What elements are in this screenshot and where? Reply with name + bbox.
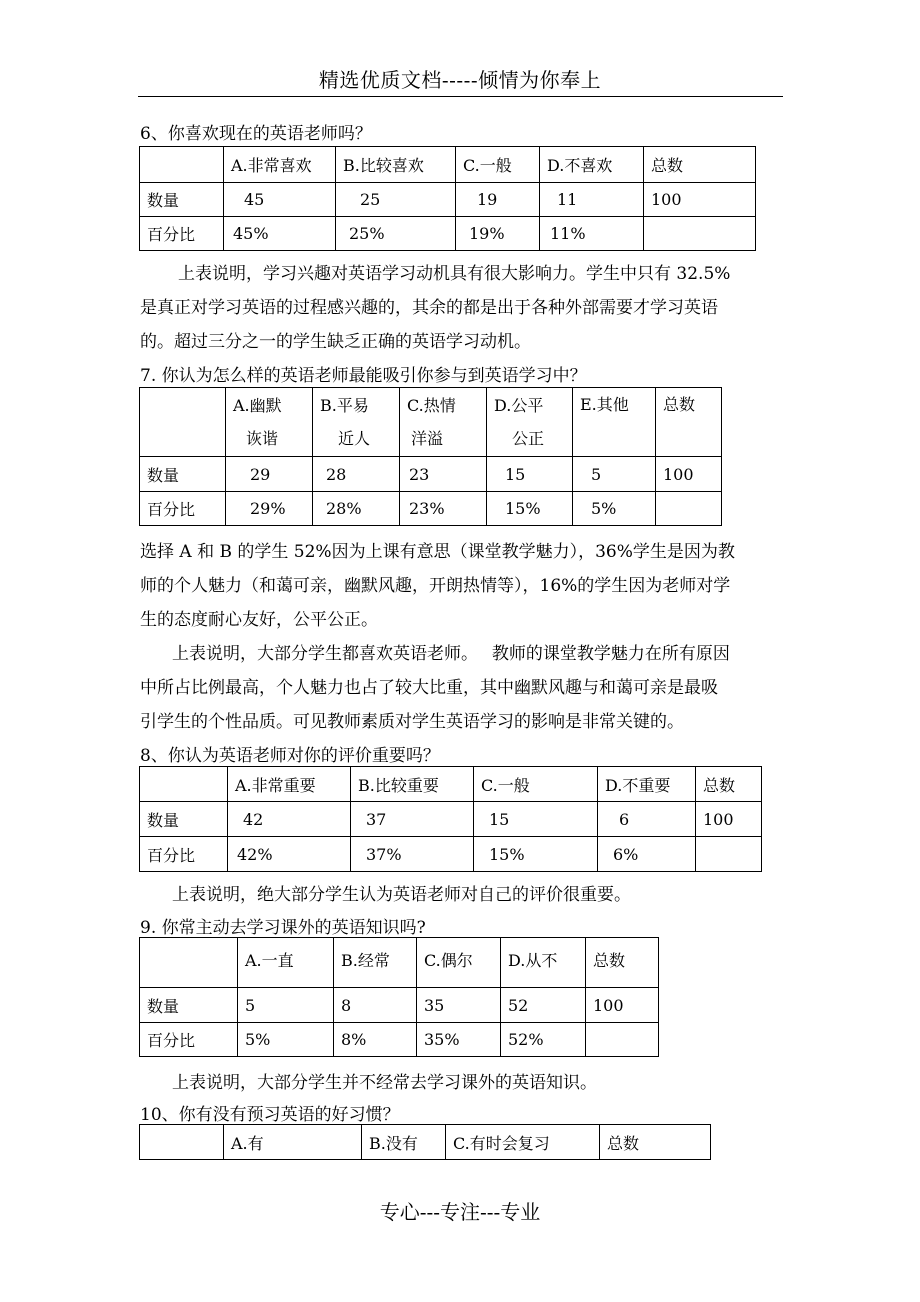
header-cell: A.有 [224, 1125, 362, 1160]
header-cell: 总数 [644, 147, 756, 183]
table-cell: 28 [313, 457, 400, 492]
table-cell: 15% [474, 837, 598, 872]
table-cell: 45 [224, 183, 336, 217]
question-7-title: 7. 你认为怎么样的英语老师最能吸引你参与到英语学习中？ [140, 366, 587, 386]
empty-cell [140, 767, 228, 802]
paragraph-line: 上表说明，大部分学生都喜欢英语老师。 教师的课堂教学魅力在所有原因 [172, 644, 730, 664]
table-cell: 6% [598, 837, 696, 872]
table-cell: 100 [644, 183, 756, 217]
paragraph-line: 引学生的个性品质。可见教师素质对学生英语学习的影响是非常关键的。 [140, 712, 684, 732]
row-label: 百分比 [140, 837, 228, 872]
table-cell: 5 [238, 988, 334, 1023]
header-divider [138, 96, 783, 97]
empty-cell [140, 938, 238, 988]
table-cell: 5% [573, 492, 656, 526]
table-row [140, 457, 722, 492]
table-cell: 5% [238, 1023, 334, 1057]
table-cell: 23% [400, 492, 487, 526]
header-cell: 总数 [696, 767, 762, 802]
header-cell: A.非常重要 [228, 767, 351, 802]
header-line: C.热情 [407, 396, 456, 415]
question-9-title: 9. 你常主动去学习课外的英语知识吗? [140, 918, 426, 938]
table-cell: 42 [228, 802, 351, 837]
table-cell: 15 [487, 457, 573, 492]
header-cell: C.偶尔 [417, 938, 501, 988]
paragraph-line: 上表说明，学习兴趣对英语学习动机具有很大影响力。学生中只有 32.5% [178, 264, 731, 284]
table-header-row [140, 147, 756, 183]
header-cell: C.有时会复习 [446, 1125, 600, 1160]
header-line: 洋溢 [411, 429, 444, 448]
empty-cell [140, 1125, 224, 1160]
header-cell: 总数 [586, 938, 659, 988]
paragraph-line: 中所占比例最高，个人魅力也占了较大比重，其中幽默风趣与和蔼可亲是最吸 [140, 678, 718, 698]
header-cell: C.一般 [474, 767, 598, 802]
header-cell [226, 388, 313, 457]
header-line: E.其他 [580, 395, 629, 414]
header-cell: D.不喜欢 [540, 147, 644, 183]
empty-cell [140, 147, 224, 183]
header-cell [487, 388, 573, 457]
page-header: 精选优质文档-----倾情为你奉上 [318, 68, 602, 92]
header-cell: D.从不 [501, 938, 586, 988]
question-10-title: 10、你有没有预习英语的好习惯？ [140, 1105, 400, 1125]
paragraph-line: 上表说明，绝大部分学生认为英语老师对自己的评价很重要。 [172, 885, 631, 905]
table-cell: 37% [351, 837, 474, 872]
header-cell: A.非常喜欢 [224, 147, 336, 183]
header-cell: 总数 [600, 1125, 711, 1160]
table-cell: 19% [456, 217, 540, 251]
question-7-table [139, 387, 722, 526]
header-line: 近人 [338, 429, 371, 448]
table-cell: 29 [226, 457, 313, 492]
table-cell: 25 [336, 183, 456, 217]
table-cell: 23 [400, 457, 487, 492]
question-8-table [139, 766, 762, 872]
table-cell [696, 837, 762, 872]
paragraph-line: 的。超过三分之一的学生缺乏正确的英语学习动机。 [140, 332, 531, 352]
row-label: 数量 [140, 988, 238, 1023]
table-cell: 25% [336, 217, 456, 251]
table-cell: 100 [586, 988, 659, 1023]
header-cell: B.比较重要 [351, 767, 474, 802]
table-row [140, 988, 659, 1023]
table-cell: 19 [456, 183, 540, 217]
table-cell [656, 492, 722, 526]
header-line: 诙谐 [246, 429, 279, 448]
row-label: 数量 [140, 183, 224, 217]
header-line: 总数 [663, 395, 696, 414]
table-cell: 28% [313, 492, 400, 526]
table-cell [644, 217, 756, 251]
header-cell [313, 388, 400, 457]
table-cell: 37 [351, 802, 474, 837]
table-row [140, 217, 756, 251]
header-line: D.公平 [494, 396, 544, 415]
table-cell: 52% [501, 1023, 586, 1057]
table-cell: 35 [417, 988, 501, 1023]
table-cell [586, 1023, 659, 1057]
question-8-title: 8、你认为英语老师对你的评价重要吗？ [140, 746, 440, 766]
table-cell: 42% [228, 837, 351, 872]
header-line: A.幽默 [233, 396, 282, 415]
header-cell [573, 388, 656, 457]
table-cell: 45% [224, 217, 336, 251]
header-cell [400, 388, 487, 457]
header-cell: D.不重要 [598, 767, 696, 802]
header-cell: B.比较喜欢 [336, 147, 456, 183]
paragraph-line: 是真正对学习英语的过程感兴趣的，其余的都是出于各种外部需要才学习英语 [140, 298, 718, 318]
table-header-row [140, 388, 722, 457]
table-cell: 11 [540, 183, 644, 217]
row-label: 数量 [140, 457, 226, 492]
header-cell: B.经常 [334, 938, 417, 988]
page-footer: 专心---专注---专业 [379, 1200, 541, 1224]
paragraph-line: 上表说明，大部分学生并不经常去学习课外的英语知识。 [172, 1073, 597, 1093]
table-cell: 5 [573, 457, 656, 492]
table-header-row [140, 767, 762, 802]
empty-cell [140, 388, 226, 457]
row-label: 百分比 [140, 217, 224, 251]
header-cell: B.没有 [362, 1125, 446, 1160]
header-cell [656, 388, 722, 457]
table-cell: 100 [656, 457, 722, 492]
table-cell: 35% [417, 1023, 501, 1057]
paragraph-line: 生的态度耐心友好，公平公正。 [140, 610, 378, 630]
table-cell: 8% [334, 1023, 417, 1057]
table-cell: 52 [501, 988, 586, 1023]
row-label: 百分比 [140, 492, 226, 526]
table-cell: 15% [487, 492, 573, 526]
table-row [140, 837, 762, 872]
question-6-table [139, 146, 756, 251]
table-row [140, 183, 756, 217]
table-cell: 29% [226, 492, 313, 526]
table-row [140, 802, 762, 837]
table-header-row [140, 1125, 711, 1160]
table-cell: 11% [540, 217, 644, 251]
table-row [140, 492, 722, 526]
header-cell: A.一直 [238, 938, 334, 988]
row-label: 数量 [140, 802, 228, 837]
table-cell: 6 [598, 802, 696, 837]
question-9-table [139, 937, 659, 1057]
paragraph-line: 师的个人魅力（和蔼可亲，幽默风趣，开朗热情等），16%的学生因为老师对学 [140, 576, 731, 596]
question-10-table [139, 1124, 711, 1160]
header-cell: C.一般 [456, 147, 540, 183]
table-header-row [140, 938, 659, 988]
table-cell: 100 [696, 802, 762, 837]
table-cell: 15 [474, 802, 598, 837]
header-line: 公正 [512, 429, 545, 448]
table-cell: 8 [334, 988, 417, 1023]
question-6-title: 6、你喜欢现在的英语老师吗？ [140, 124, 372, 144]
row-label: 百分比 [140, 1023, 238, 1057]
header-line: B.平易 [320, 396, 369, 415]
paragraph-line: 选择 A 和 B 的学生 52%因为上课有意思（课堂教学魅力），36%学生是因为教 [140, 542, 735, 562]
table-row [140, 1023, 659, 1057]
